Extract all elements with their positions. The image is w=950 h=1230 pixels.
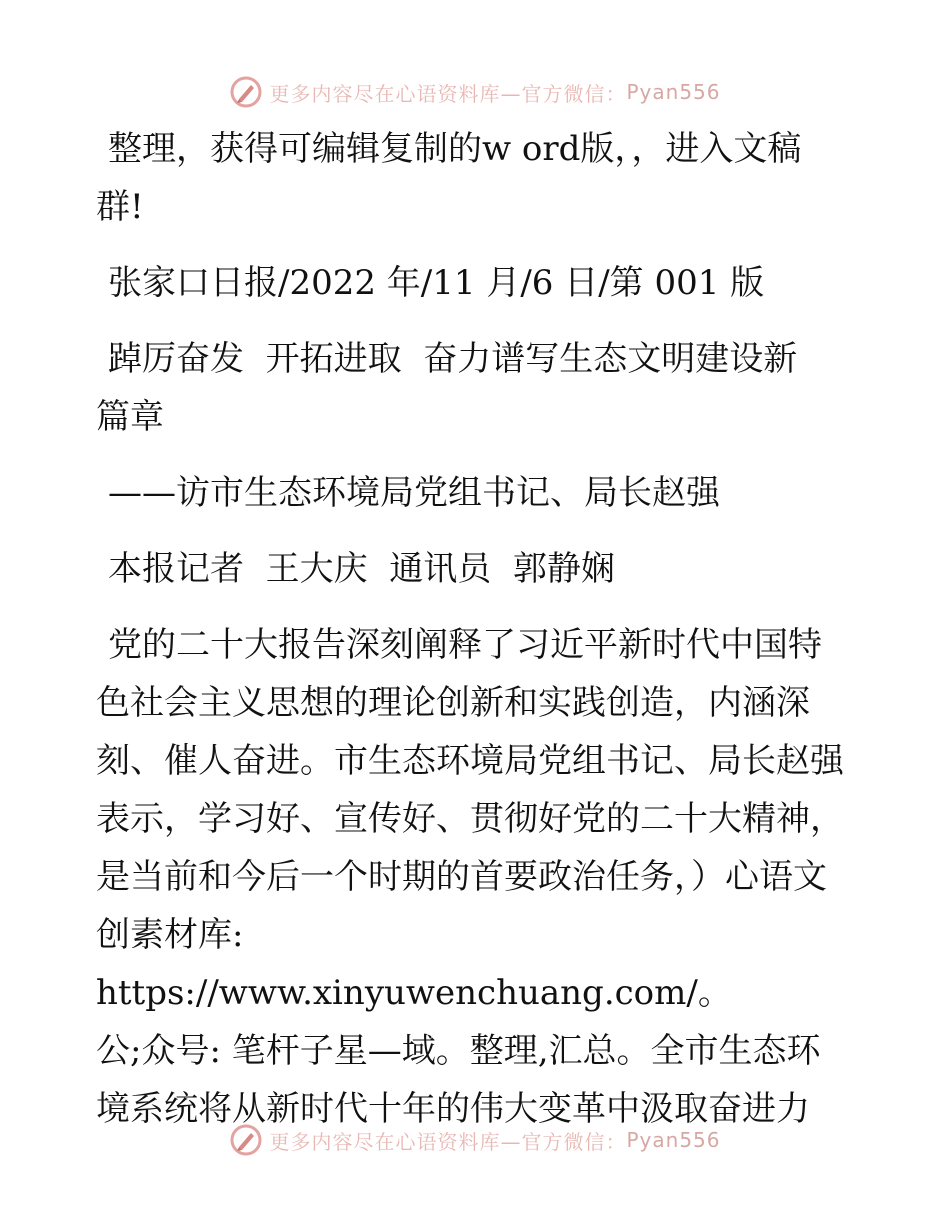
pen-circle-logo-icon xyxy=(229,1123,263,1157)
newspaper-source: 张家口日报/2022 年/11 月/6 日/第 001 版 xyxy=(108,263,765,303)
paragraph-line: 是当前和今后一个时期的首要政治任务，）心语文 xyxy=(96,857,827,897)
document-body xyxy=(96,120,856,1138)
paragraph-line: 党的二十大报告深刻阐释了习近平新时代中国特 xyxy=(108,625,822,665)
text-line: 群! xyxy=(96,187,144,227)
footer-watermark xyxy=(0,1118,950,1162)
watermark-handle: Pyan556 xyxy=(626,1128,721,1152)
byline: 本报记者 王大庆 通讯员 郭静娴 xyxy=(108,549,615,589)
header-watermark xyxy=(0,70,950,114)
article-title-cont: 篇章 xyxy=(96,397,164,437)
paragraph-line: 境系统将从新时代十年的伟大变革中汲取奋进力 xyxy=(96,1089,810,1129)
watermark-handle: Pyan556 xyxy=(626,80,721,104)
paragraph-line: 公;众号: 笔杆子星—域。整理,汇总。全市生态环 xyxy=(96,1031,821,1071)
watermark-text: 更多内容尽在心语资料库—官方微信： xyxy=(269,81,627,106)
paragraph-line: 创素材库: https://www.xinyuwenchuang.com/。 xyxy=(96,915,732,1013)
article-subtitle: ——访市生态环境局党组书记、局长赵强 xyxy=(108,473,720,513)
watermark-text: 更多内容尽在心语资料库—官方微信： xyxy=(269,1129,627,1154)
pen-circle-logo-icon xyxy=(229,75,263,109)
paragraph-line: 表示，学习好、宣传好、贯彻好党的二十大精神， xyxy=(96,799,844,839)
paragraph-line: 刻、催人奋进。市生态环境局党组书记、局长赵强 xyxy=(96,741,844,781)
text-line: 整理，获得可编辑复制的w ord版，，进入文稿 xyxy=(108,129,802,169)
paragraph-line: 色社会主义思想的理论创新和实践创造，内涵深 xyxy=(96,683,810,723)
article-title: 踔厉奋发 开拓进取 奋力谱写生态文明建设新 xyxy=(108,339,798,379)
